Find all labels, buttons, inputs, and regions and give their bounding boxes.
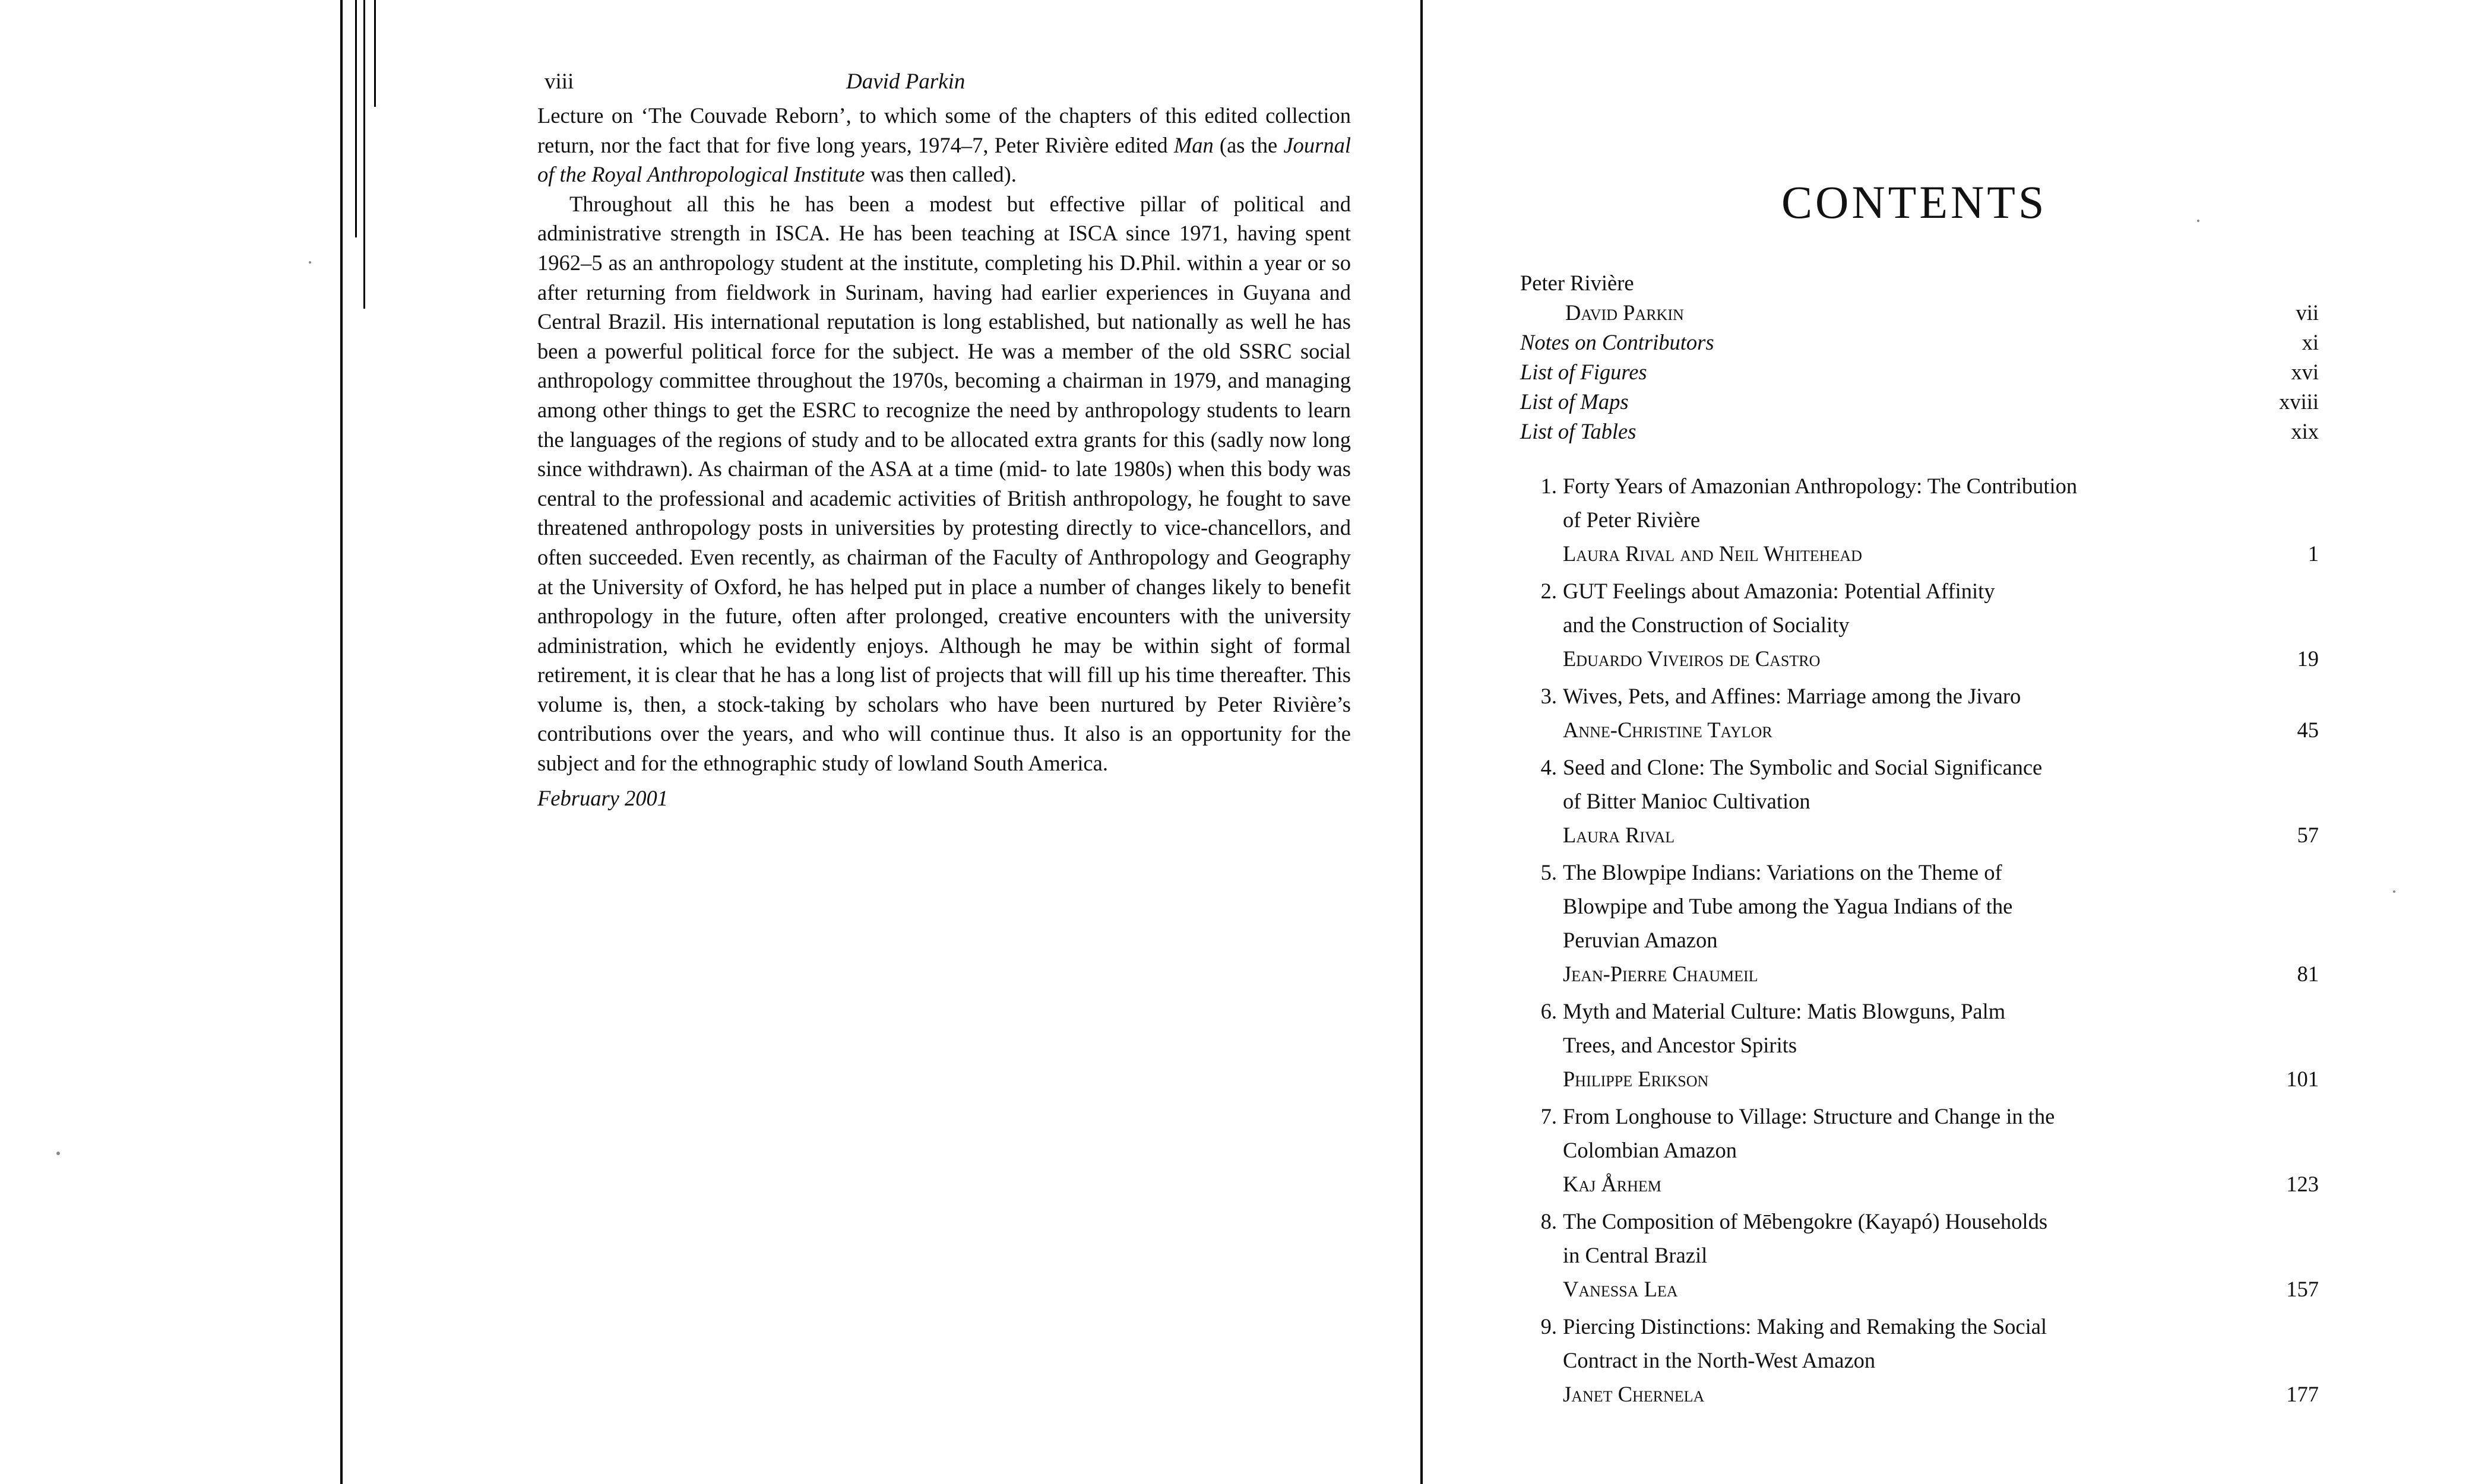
contents-prelim-row[interactable]: [1520, 328, 2319, 357]
contents-chapter-entry[interactable]: [1520, 679, 2319, 747]
chapter-title-line: of Peter Rivière: [1563, 508, 1701, 532]
running-head: [537, 65, 1351, 101]
contents-chapter-entry[interactable]: [1520, 1204, 2319, 1306]
chapter-title-line: Contract in the North-West Amazon: [1563, 1348, 1876, 1372]
chapter-title-line: GUT Feelings about Amazonia: Potential Affinity: [1563, 579, 1995, 603]
chapter-author: Eduardo Viveiros de Castro: [1563, 646, 1821, 671]
contents-chapter-entry[interactable]: [1520, 469, 2319, 570]
contents-prelim-row[interactable]: [1520, 268, 2319, 298]
date-line: February 2001: [537, 785, 668, 810]
chapter-title-line: Trees, and Ancestor Spirits: [1563, 1033, 1797, 1057]
scan-edge-line: [340, 0, 343, 1484]
contents-chapter-entry[interactable]: [1520, 994, 2319, 1096]
contents-prelim-row[interactable]: [1520, 298, 2319, 328]
contents-page-number: xvi: [2291, 360, 2319, 384]
chapter-author: Philippe Erikson: [1563, 1067, 1709, 1091]
contents-page-number: 19: [2297, 646, 2319, 671]
chapter-author: Jean-Pierre Chaumeil: [1563, 962, 1758, 986]
chapter-number: 3.: [1540, 684, 1557, 708]
chapter-number: 1.: [1540, 474, 1557, 498]
chapter-list: [1520, 469, 2319, 1415]
contents-page-number: xi: [2302, 330, 2319, 354]
contents-page-number: xix: [2291, 419, 2319, 443]
contents-chapter-entry[interactable]: [1520, 1099, 2319, 1201]
scan-edge-line: [363, 0, 365, 309]
chapter-title-line: The Blowpipe Indians: Variations on the Theme of: [1563, 860, 2002, 884]
contents-chapter-entry[interactable]: [1520, 574, 2319, 676]
chapter-number: 4.: [1540, 755, 1557, 779]
chapter-title-line: Piercing Distinctions: Making and Remaking the Social: [1563, 1314, 2047, 1339]
contents-page-number: 1: [2307, 541, 2319, 566]
contents-page-number: 45: [2297, 718, 2319, 742]
chapter-title-line: of Bitter Manioc Cultivation: [1563, 789, 1810, 813]
running-head-title: David Parkin: [846, 69, 966, 94]
paragraph-text: Man: [1173, 132, 1214, 157]
contents-page-number: vii: [2296, 300, 2319, 325]
chapter-number: 8.: [1540, 1209, 1557, 1234]
scan-edge-line: [374, 0, 376, 107]
chapter-title-line: Forty Years of Amazonian Anthropology: The Contribution: [1563, 474, 2078, 498]
right-page: [1520, 0, 2328, 1484]
contents-prelim-title: List of Figures: [1520, 360, 1647, 384]
chapter-title-line: Blowpipe and Tube among the Yagua Indians of the: [1563, 894, 2013, 918]
chapter-title-line: Myth and Material Culture: Matis Blowguns, Palm: [1563, 999, 2006, 1023]
paragraph-text: was then called).: [865, 162, 1017, 187]
prelims-list: [1520, 268, 2319, 446]
chapter-number: 2.: [1540, 579, 1557, 603]
contents-chapter-entry[interactable]: [1520, 750, 2319, 852]
chapter-author: Anne-Christine Taylor: [1563, 718, 1772, 742]
paragraph-text: (as the: [1213, 132, 1284, 157]
chapter-title-line: and the Construction of Sociality: [1563, 613, 1850, 637]
chapter-number: 9.: [1540, 1314, 1557, 1339]
contents-page-number: 81: [2297, 962, 2319, 986]
contents-page-number: 123: [2286, 1172, 2319, 1196]
contents-prelim-title: List of Maps: [1520, 389, 1629, 414]
left-page: [537, 65, 1351, 811]
contents-page-number: 157: [2286, 1277, 2319, 1301]
body-text: [537, 101, 1351, 778]
contents-page-number: xviii: [2279, 389, 2319, 414]
contents-page-number: 177: [2286, 1382, 2319, 1406]
chapter-author: Laura Rival and Neil Whitehead: [1563, 541, 1862, 566]
scan-speck: [309, 261, 311, 264]
contents-page-number: 57: [2297, 823, 2319, 847]
paragraph: [537, 189, 1351, 778]
contents-prelim-title: David Parkin: [1565, 300, 1684, 325]
chapter-title-line: in Central Brazil: [1563, 1243, 1708, 1267]
chapter-author: Janet Chernela: [1563, 1382, 1705, 1406]
chapter-title-line: Peruvian Amazon: [1563, 928, 1718, 952]
chapter-number: 5.: [1540, 860, 1557, 884]
chapter-author: Vanessa Lea: [1563, 1277, 1678, 1301]
paragraph-text: Throughout all this he has been a modest but effective pillar of political and administrative strength in ISCA. He has been teaching at ISCA since 1971, having spent 1962–5 as an anthropology student at the institute, completing his D.Phil. within a year or so after returning from fieldwork in Surinam, having had earlier experiences in Guyana and Central Brazil. His international reputation is long established, but nationally as well he has been a powerful political force for the subject. He was a member of the old SSRC social anthropology committee throughout the 1970s, becoming a chairman in 1979, and managing among other things to get the ESRC to recognize the need by anthropology students to learn the languages of the regions of study and to be allocated extra grants for this (sadly now long since withdrawn). As chairman of the ASA at a time (mid- to late 1980s) when this body was central to the professional and academic activities of British anthropology, he fought to save threatened anthropology posts in universities by protesting directly to vice-chancellors, and often succeeded. Even recently, as chairman of the Faculty of Anthropology and Geography at the University of Oxford, he has helped put in place a number of changes likely to benefit anthropology in the future, often after prolonged, creative encounters with the university administration, which he evidently enjoys. Although he may be within sight of formal retirement, it is clear that he has a long list of projects that will fill up his time thereafter. This volume is, then, a stock-taking by scholars who have been nurtured by Peter Rivière’s contributions over the years, and who will continue thus. It also is an opportunity for the subject and for the ethnographic study of lowland South America.: [537, 191, 1351, 776]
chapter-author: Laura Rival: [1563, 823, 1675, 847]
chapter-title-line: Seed and Clone: The Symbolic and Social Significance: [1563, 755, 2043, 779]
contents-page-number: 101: [2286, 1067, 2319, 1091]
chapter-number: 7.: [1540, 1104, 1557, 1128]
contents-prelim-row[interactable]: [1520, 387, 2319, 417]
gutter-line: [1420, 0, 1423, 1484]
paragraph-text: Journal of the Royal Anthropological Institute: [537, 132, 1351, 187]
folio: viii: [545, 69, 574, 94]
chapter-title-line: Wives, Pets, and Affines: Marriage among the Jivaro: [1563, 684, 2021, 708]
chapter-title-line: Colombian Amazon: [1563, 1138, 1737, 1162]
chapter-author: Kaj Århem: [1563, 1172, 1661, 1196]
contents-chapter-entry[interactable]: [1520, 855, 2319, 991]
contents-prelim-row[interactable]: [1520, 417, 2319, 446]
scan-speck: [2393, 890, 2395, 893]
chapter-title-line: The Composition of Mēbengokre (Kayapó) Households: [1563, 1209, 2048, 1234]
contents-title: CONTENTS: [1781, 176, 2047, 228]
contents-chapter-entry[interactable]: [1520, 1309, 2319, 1411]
contents-prelim-title: Peter Rivière: [1520, 271, 1634, 295]
scan-speck: [56, 1152, 60, 1155]
contents-prelim-row[interactable]: [1520, 357, 2319, 387]
paragraph: [537, 101, 1351, 189]
paragraph-text: Lecture on ‘The Couvade Reborn’, to which some of the chapters of this edited collection return, nor the fact that for five long years, 1974–7, Peter Rivière edited: [537, 103, 1351, 157]
scan-edge-line: [355, 0, 357, 237]
chapter-number: 6.: [1540, 999, 1557, 1023]
chapter-title-line: From Longhouse to Village: Structure and Change in the: [1563, 1104, 2055, 1128]
contents-prelim-title: Notes on Contributors: [1520, 330, 1714, 354]
contents-prelim-title: List of Tables: [1520, 419, 1636, 443]
